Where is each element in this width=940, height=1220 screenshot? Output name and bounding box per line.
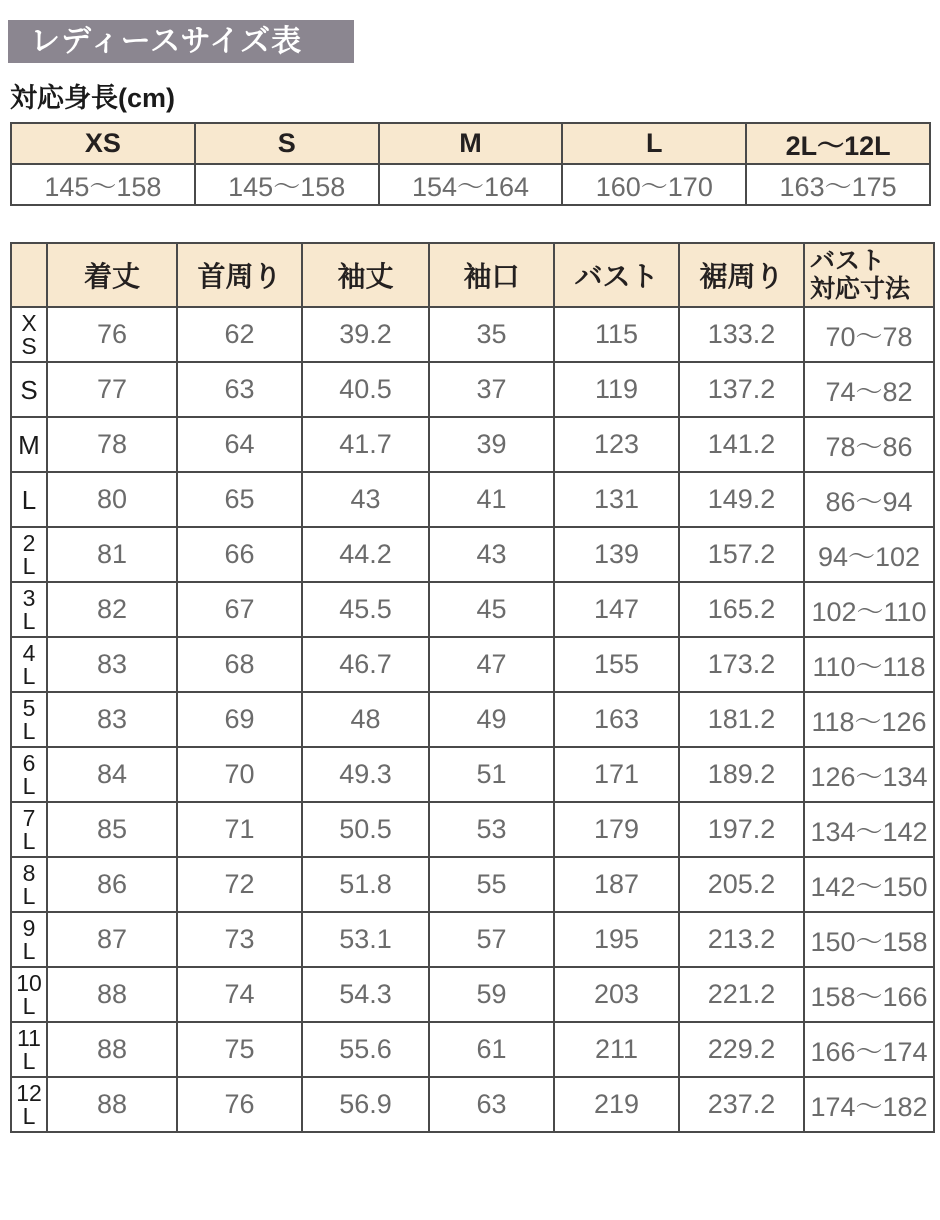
size-value-cell: 166～174 <box>804 1022 934 1077</box>
size-value-cell: 123 <box>554 417 679 472</box>
size-value-cell: 75 <box>177 1022 302 1077</box>
height-value-cell: 145～158 <box>11 164 195 205</box>
size-value-cell: 59 <box>429 967 554 1022</box>
size-row <box>11 747 934 802</box>
size-value-cell: 110～118 <box>804 637 934 692</box>
size-row <box>11 582 934 637</box>
size-row-label: 2 L <box>11 527 47 582</box>
size-value-cell: 133.2 <box>679 307 804 362</box>
size-value-cell: 70～78 <box>804 307 934 362</box>
size-value-cell: 147 <box>554 582 679 637</box>
size-row <box>11 307 934 362</box>
size-value-cell: 195 <box>554 912 679 967</box>
height-col-header: S <box>195 123 379 164</box>
size-value-cell: 141.2 <box>679 417 804 472</box>
size-value-cell: 219 <box>554 1077 679 1132</box>
size-value-cell: 48 <box>302 692 429 747</box>
size-value-cell: 71 <box>177 802 302 857</box>
size-row-label: 3 L <box>11 582 47 637</box>
size-value-cell: 83 <box>47 637 177 692</box>
size-value-cell: 47 <box>429 637 554 692</box>
size-value-cell: 70 <box>177 747 302 802</box>
size-col-header: 首周り <box>177 243 302 307</box>
size-value-cell: 44.2 <box>302 527 429 582</box>
size-row <box>11 1022 934 1077</box>
size-row-label: X S <box>11 307 47 362</box>
size-value-cell: 63 <box>429 1077 554 1132</box>
size-row <box>11 692 934 747</box>
height-value-cell: 160～170 <box>562 164 746 205</box>
size-value-cell: 229.2 <box>679 1022 804 1077</box>
size-value-cell: 171 <box>554 747 679 802</box>
size-row-label: S <box>11 362 47 417</box>
size-value-cell: 55.6 <box>302 1022 429 1077</box>
size-value-cell: 82 <box>47 582 177 637</box>
size-col-header: バスト <box>554 243 679 307</box>
size-value-cell: 77 <box>47 362 177 417</box>
size-value-cell: 55 <box>429 857 554 912</box>
size-value-cell: 54.3 <box>302 967 429 1022</box>
height-value-cell: 163～175 <box>746 164 930 205</box>
size-row <box>11 362 934 417</box>
size-row-label: 9 L <box>11 912 47 967</box>
size-value-cell: 126～134 <box>804 747 934 802</box>
size-value-cell: 41.7 <box>302 417 429 472</box>
size-value-cell: 45 <box>429 582 554 637</box>
size-value-cell: 149.2 <box>679 472 804 527</box>
size-value-cell: 76 <box>177 1077 302 1132</box>
height-table-value-row <box>11 164 930 205</box>
size-value-cell: 78 <box>47 417 177 472</box>
size-value-cell: 80 <box>47 472 177 527</box>
size-value-cell: 211 <box>554 1022 679 1077</box>
size-value-cell: 179 <box>554 802 679 857</box>
height-col-header: XS <box>11 123 195 164</box>
size-value-cell: 78～86 <box>804 417 934 472</box>
size-value-cell: 45.5 <box>302 582 429 637</box>
size-value-cell: 203 <box>554 967 679 1022</box>
size-value-cell: 131 <box>554 472 679 527</box>
size-value-cell: 83 <box>47 692 177 747</box>
size-value-cell: 85 <box>47 802 177 857</box>
size-value-cell: 74 <box>177 967 302 1022</box>
size-value-cell: 181.2 <box>679 692 804 747</box>
size-value-cell: 62 <box>177 307 302 362</box>
size-row-label: 6 L <box>11 747 47 802</box>
size-value-cell: 119 <box>554 362 679 417</box>
size-value-cell: 72 <box>177 857 302 912</box>
size-value-cell: 158～166 <box>804 967 934 1022</box>
size-value-cell: 51.8 <box>302 857 429 912</box>
height-table-label: 対応身長(cm) <box>10 83 176 113</box>
height-col-header: M <box>379 123 563 164</box>
size-value-cell: 49 <box>429 692 554 747</box>
size-value-cell: 189.2 <box>679 747 804 802</box>
size-table-header-row <box>11 243 934 307</box>
size-value-cell: 35 <box>429 307 554 362</box>
size-row <box>11 857 934 912</box>
size-row-label: M <box>11 417 47 472</box>
size-value-cell: 51 <box>429 747 554 802</box>
size-value-cell: 150～158 <box>804 912 934 967</box>
size-col-header: バスト 対応寸法 <box>804 243 934 307</box>
size-value-cell: 213.2 <box>679 912 804 967</box>
size-value-cell: 66 <box>177 527 302 582</box>
size-value-cell: 53 <box>429 802 554 857</box>
size-value-cell: 155 <box>554 637 679 692</box>
size-table <box>10 242 935 1133</box>
size-value-cell: 40.5 <box>302 362 429 417</box>
height-table-header-row <box>11 123 930 164</box>
size-value-cell: 88 <box>47 1077 177 1132</box>
size-value-cell: 73 <box>177 912 302 967</box>
size-value-cell: 64 <box>177 417 302 472</box>
size-row-label: 5 L <box>11 692 47 747</box>
size-value-cell: 46.7 <box>302 637 429 692</box>
size-value-cell: 163 <box>554 692 679 747</box>
size-value-cell: 50.5 <box>302 802 429 857</box>
size-row <box>11 967 934 1022</box>
size-value-cell: 57 <box>429 912 554 967</box>
size-value-cell: 88 <box>47 1022 177 1077</box>
height-value-cell: 154～164 <box>379 164 563 205</box>
size-value-cell: 86 <box>47 857 177 912</box>
size-value-cell: 205.2 <box>679 857 804 912</box>
size-row <box>11 472 934 527</box>
size-col-header: 袖丈 <box>302 243 429 307</box>
size-value-cell: 173.2 <box>679 637 804 692</box>
size-value-cell: 39.2 <box>302 307 429 362</box>
height-value-cell: 145～158 <box>195 164 379 205</box>
size-value-cell: 63 <box>177 362 302 417</box>
size-row <box>11 912 934 967</box>
size-value-cell: 237.2 <box>679 1077 804 1132</box>
size-value-cell: 137.2 <box>679 362 804 417</box>
size-value-cell: 41 <box>429 472 554 527</box>
size-value-cell: 56.9 <box>302 1077 429 1132</box>
corner-cell <box>11 243 47 307</box>
size-row-label: 12 L <box>11 1077 47 1132</box>
size-row <box>11 637 934 692</box>
size-value-cell: 102～110 <box>804 582 934 637</box>
size-value-cell: 68 <box>177 637 302 692</box>
size-value-cell: 65 <box>177 472 302 527</box>
size-col-header: 裾周り <box>679 243 804 307</box>
size-value-cell: 67 <box>177 582 302 637</box>
size-value-cell: 84 <box>47 747 177 802</box>
size-value-cell: 87 <box>47 912 177 967</box>
size-value-cell: 88 <box>47 967 177 1022</box>
size-value-cell: 76 <box>47 307 177 362</box>
size-value-cell: 69 <box>177 692 302 747</box>
size-row-label: 4 L <box>11 637 47 692</box>
size-value-cell: 197.2 <box>679 802 804 857</box>
size-value-cell: 187 <box>554 857 679 912</box>
height-col-header: 2L～12L <box>746 123 930 164</box>
size-value-cell: 115 <box>554 307 679 362</box>
size-value-cell: 39 <box>429 417 554 472</box>
size-value-cell: 74～82 <box>804 362 934 417</box>
size-value-cell: 174～182 <box>804 1077 934 1132</box>
size-value-cell: 61 <box>429 1022 554 1077</box>
size-value-cell: 142～150 <box>804 857 934 912</box>
size-row-label: 7 L <box>11 802 47 857</box>
size-value-cell: 139 <box>554 527 679 582</box>
size-row-label: 10 L <box>11 967 47 1022</box>
size-row-label: L <box>11 472 47 527</box>
size-value-cell: 118～126 <box>804 692 934 747</box>
size-value-cell: 86～94 <box>804 472 934 527</box>
size-row-label: 11 L <box>11 1022 47 1077</box>
size-value-cell: 43 <box>302 472 429 527</box>
size-row <box>11 802 934 857</box>
size-value-cell: 49.3 <box>302 747 429 802</box>
size-value-cell: 221.2 <box>679 967 804 1022</box>
size-row-label: 8 L <box>11 857 47 912</box>
size-value-cell: 157.2 <box>679 527 804 582</box>
size-value-cell: 81 <box>47 527 177 582</box>
page-title: レディースサイズ表 <box>8 20 354 63</box>
size-value-cell: 43 <box>429 527 554 582</box>
size-col-header: 袖口 <box>429 243 554 307</box>
size-value-cell: 37 <box>429 362 554 417</box>
size-value-cell: 134～142 <box>804 802 934 857</box>
size-row <box>11 417 934 472</box>
height-col-header: L <box>562 123 746 164</box>
size-value-cell: 53.1 <box>302 912 429 967</box>
size-value-cell: 94～102 <box>804 527 934 582</box>
size-row <box>11 1077 934 1132</box>
height-table <box>10 122 931 206</box>
size-row <box>11 527 934 582</box>
size-value-cell: 165.2 <box>679 582 804 637</box>
size-col-header: 着丈 <box>47 243 177 307</box>
